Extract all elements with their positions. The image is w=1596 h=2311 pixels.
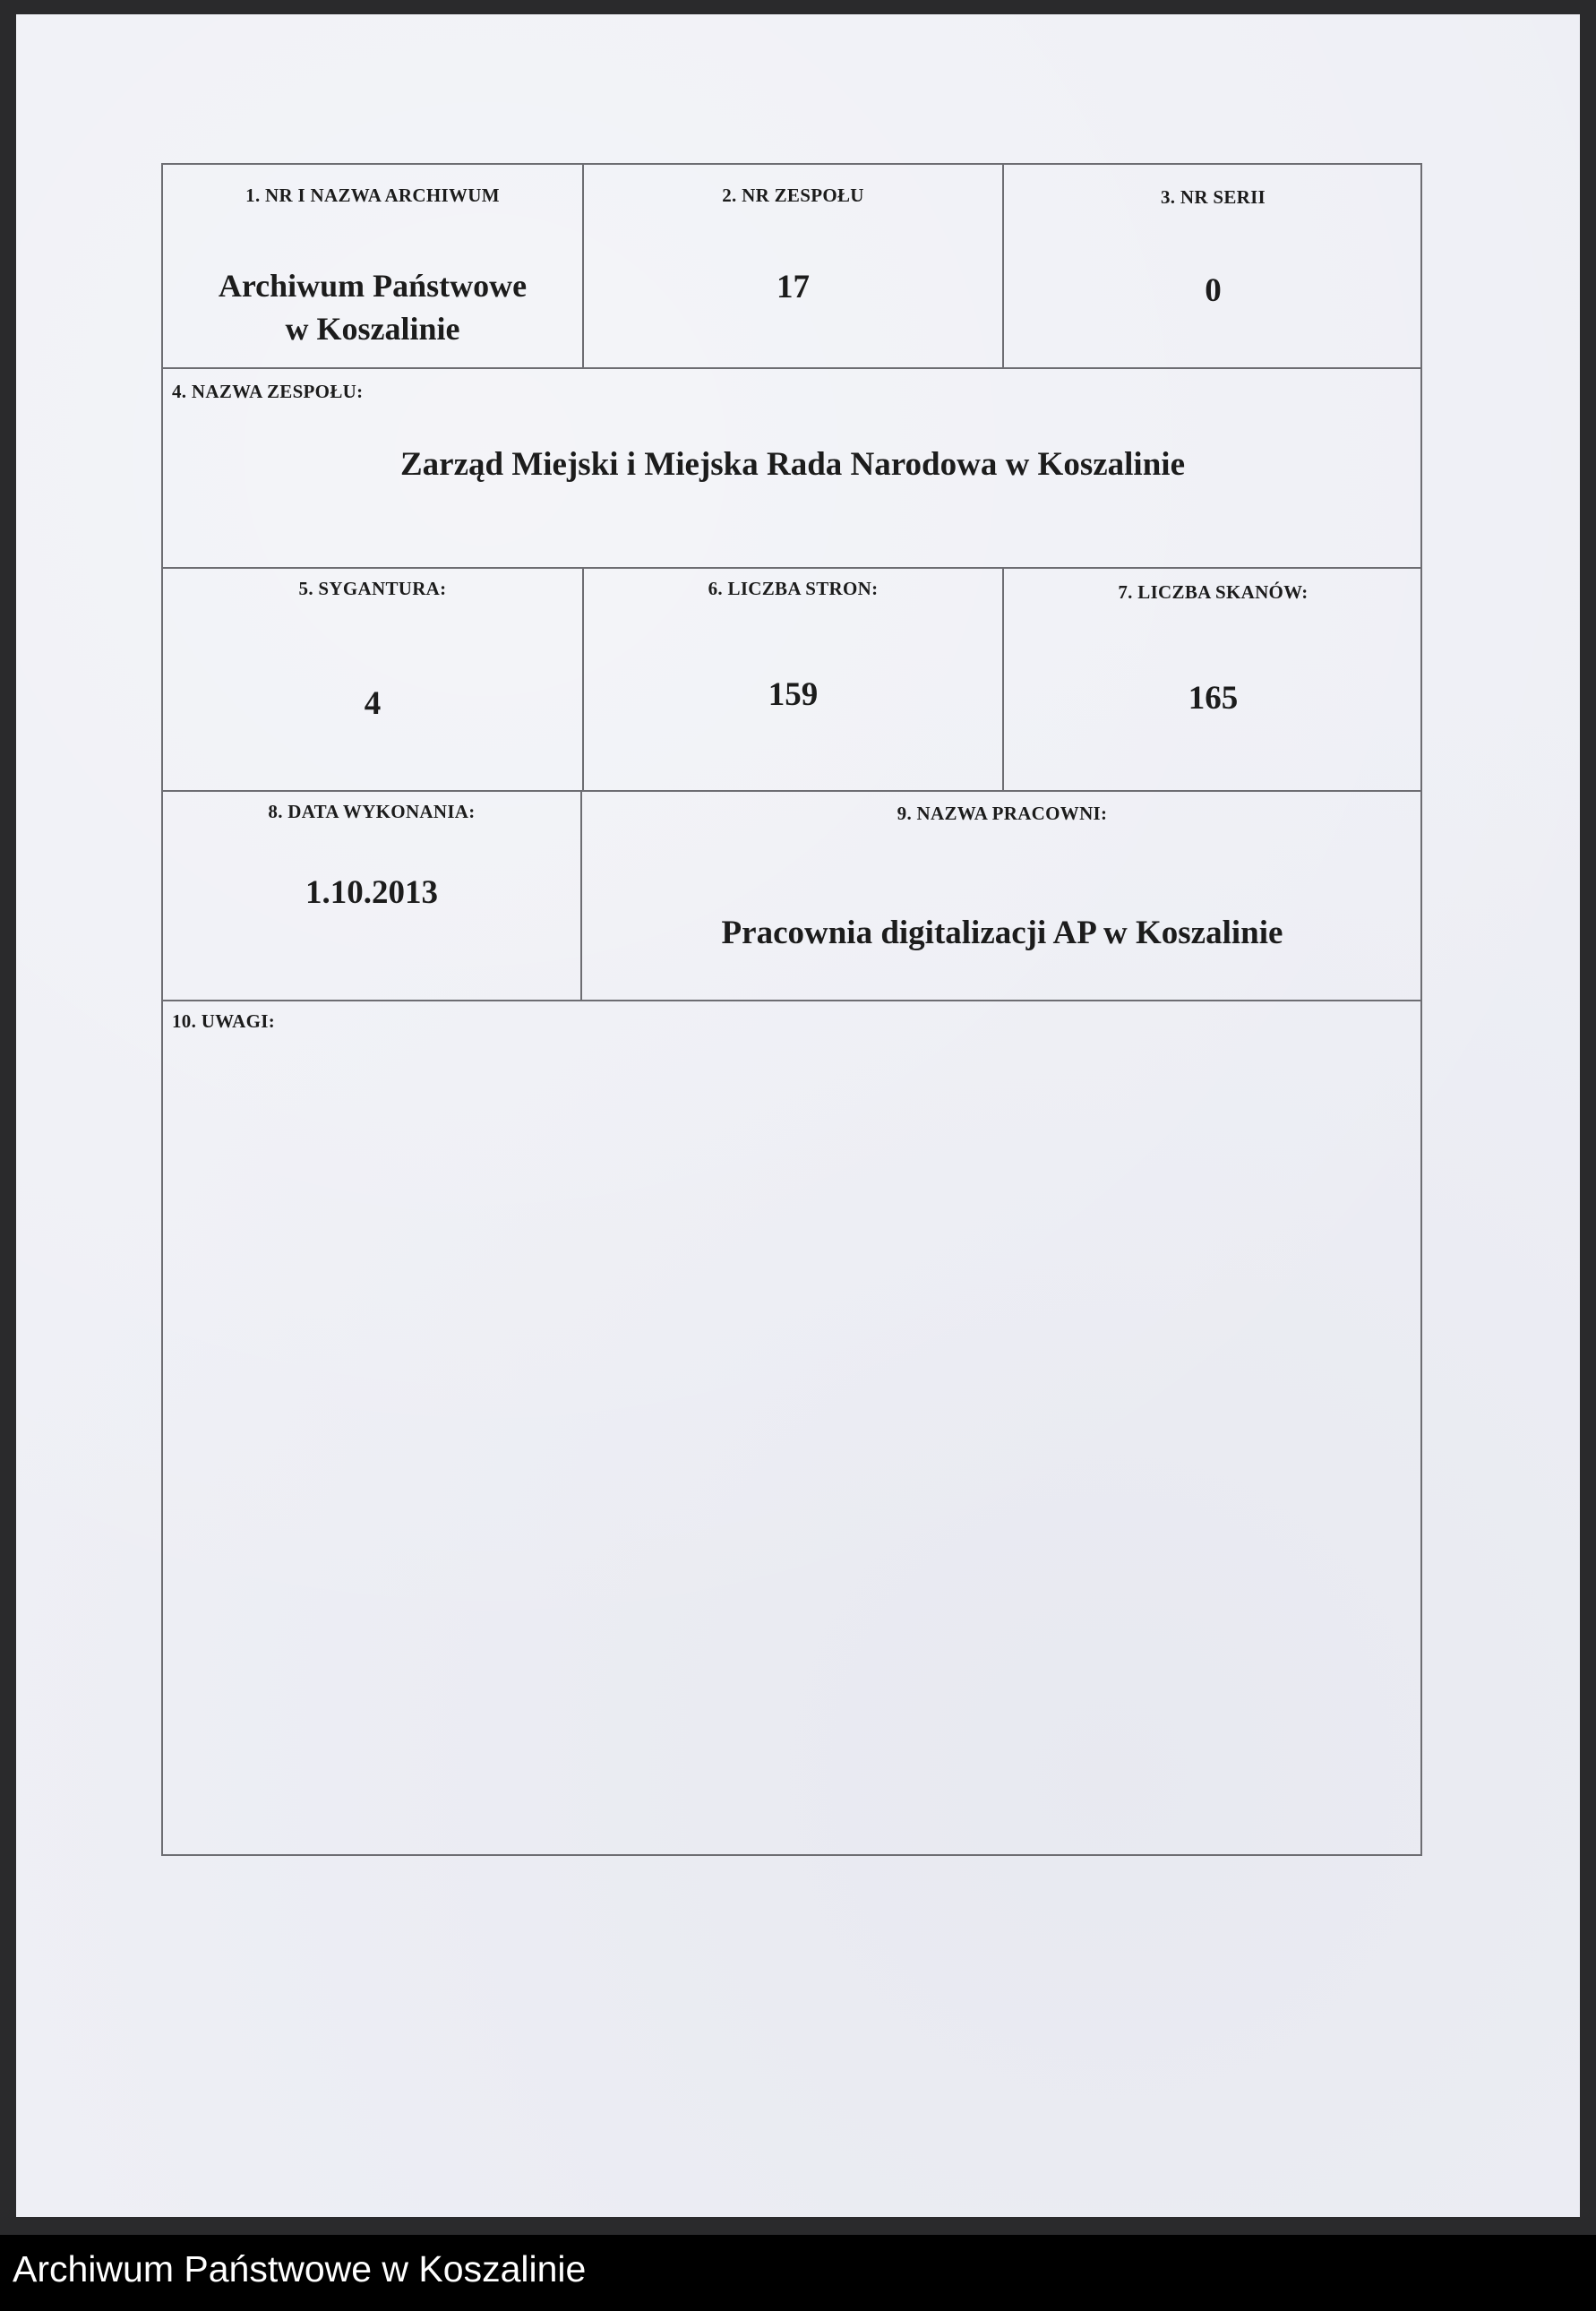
notes-cell <box>163 1001 1422 1854</box>
signature-label: 5. SYGANTURA: <box>298 578 447 599</box>
scan-count-cell <box>1004 569 1422 790</box>
signature-value: 4 <box>364 685 382 722</box>
page-count-value: 159 <box>768 676 819 713</box>
date-cell <box>163 792 580 1000</box>
scan-count-label: 7. LICZBA SKANÓW: <box>1118 581 1309 603</box>
workshop-value: Pracownia digitalizacji AP w Koszalinie <box>721 915 1283 951</box>
scan-count-value: 165 <box>1188 680 1239 717</box>
fonds-name-cell <box>163 369 1422 567</box>
date-value: 1.10.2013 <box>305 874 438 911</box>
archive-cell <box>163 165 582 367</box>
series-number-cell <box>1004 165 1422 367</box>
workshop-cell <box>582 792 1422 1000</box>
workshop-label: 9. NAZWA PRACOWNI: <box>897 803 1108 824</box>
signature-cell <box>163 569 582 790</box>
page-count-label: 6. LICZBA STRON: <box>708 578 879 599</box>
series-number-value: 0 <box>1205 272 1222 309</box>
notes-label: 10. UWAGI: <box>172 1010 276 1032</box>
archive-label: 1. NR I NAZWA ARCHIWUM <box>245 185 500 206</box>
page-count-cell <box>584 569 1002 790</box>
scanned-page <box>16 14 1580 2217</box>
series-number-label: 3. NR SERII <box>1160 186 1266 208</box>
date-label: 8. DATA WYKONANIA: <box>268 801 476 822</box>
fonds-number-value: 17 <box>777 269 810 305</box>
fonds-name-label: 4. NAZWA ZESPOŁU: <box>172 381 364 402</box>
fonds-number-cell <box>584 165 1002 367</box>
fonds-number-label: 2. NR ZESPOŁU <box>722 185 864 206</box>
caption-bar <box>0 2235 1596 2311</box>
metadata-form <box>161 163 1422 1856</box>
archive-name-line1: Archiwum Państwowe <box>218 268 528 304</box>
archive-name-line2: w Koszalinie <box>285 311 460 347</box>
fonds-name-value: Zarząd Miejski i Miejska Rada Narodowa w Koszalinie <box>400 446 1185 483</box>
archive-caption: Archiwum Państwowe w Koszalinie <box>13 2248 587 2290</box>
